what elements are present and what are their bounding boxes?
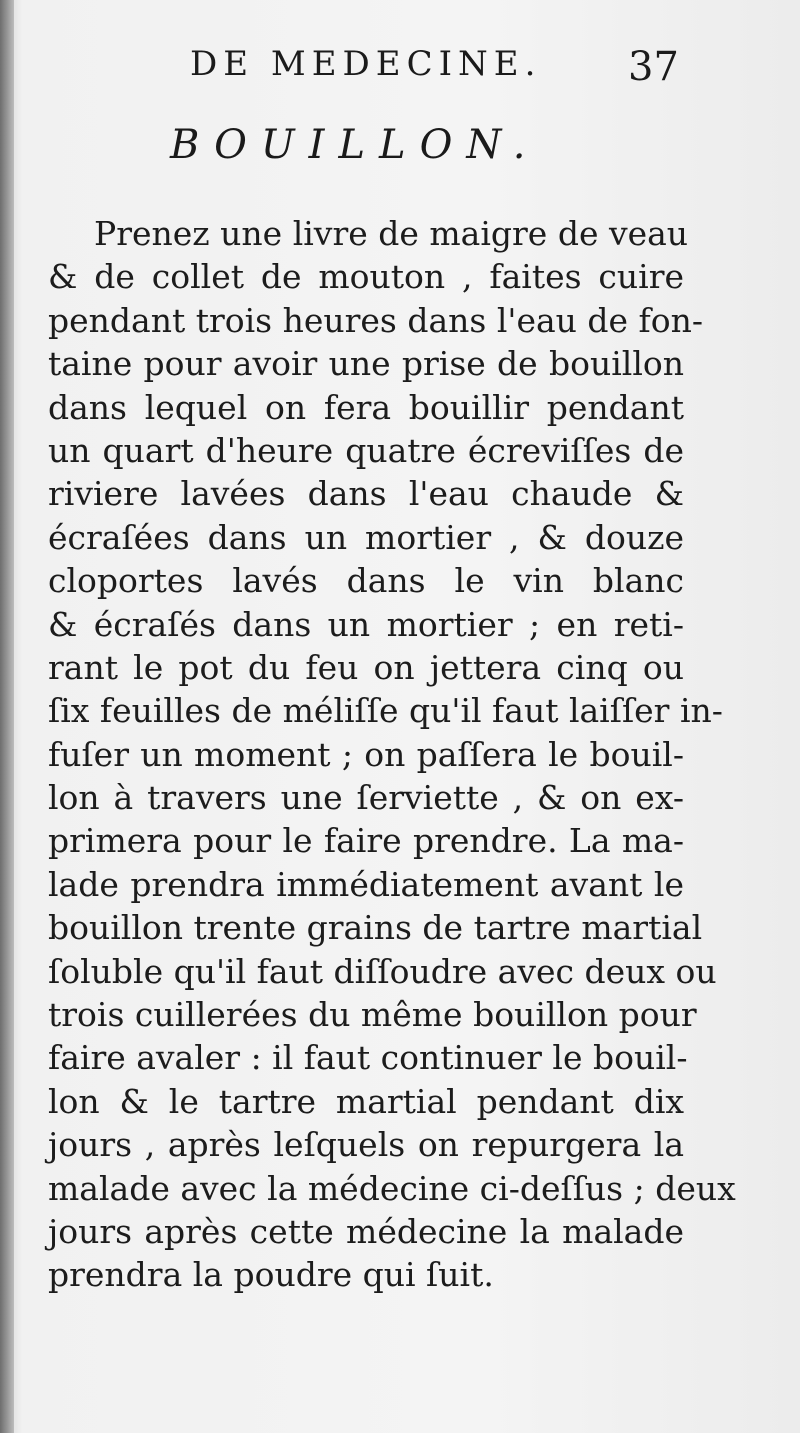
text-line: pendant trois heures dans l'eau de fon- — [48, 300, 704, 340]
section-title: BOUILLON. — [170, 122, 540, 168]
text-line: dans lequel on fera bouillir pendant — [48, 387, 684, 427]
text-line: jours après cette médecine la malade — [48, 1211, 684, 1251]
text-line: lon à travers une ſerviette , & on ex- — [48, 778, 684, 818]
text-line: lon & le tartre martial pendant dix — [48, 1081, 684, 1121]
text-line: riviere lavées dans l'eau chaude & — [48, 474, 684, 514]
text-line: trois cuillerées du même bouillon pour — [48, 995, 697, 1035]
text-line: cloportes lavés dans le vin blanc — [48, 561, 684, 601]
text-line: & écraſés dans un mortier ; en reti- — [48, 604, 684, 644]
body-paragraph — [48, 212, 736, 1297]
text-line: bouillon trente grains de tartre martial — [48, 908, 703, 948]
text-line: rant le pot du feu on jettera cinq ou — [48, 647, 684, 687]
text-line: Prenez une livre de maigre de veau — [94, 214, 689, 253]
text-line: prendra la poudre qui ſuit. — [48, 1255, 494, 1295]
page-number: 37 — [628, 44, 679, 90]
running-head: DE MEDECINE. — [190, 44, 542, 84]
text-line: primera pour le faire prendre. La ma- — [48, 821, 684, 861]
text-line: malade avec la médecine ci-deſſus ; deux — [48, 1168, 736, 1208]
text-line: fuſer un moment ; on paſſera le bouil- — [48, 734, 684, 774]
text-line: taine pour avoir une prise de bouillon — [48, 344, 684, 384]
text-line: un quart d'heure quatre écreviſſes de — [48, 430, 684, 470]
text-line: ſoluble qu'il faut diſſoudre avec deux ou — [48, 951, 717, 991]
text-line: & de collet de mouton , faites cuire — [48, 257, 684, 297]
text-line: faire avaler : il faut continuer le bouil- — [48, 1038, 688, 1078]
text-line: lade prendra immédiatement avant le — [48, 864, 684, 904]
text-line: ſix feuilles de méliſſe qu'il faut laiſſer in- — [48, 691, 723, 731]
text-line: jours , après leſquels on repurgera la — [48, 1125, 684, 1165]
page-spine-shadow — [0, 0, 14, 1433]
text-line: écraſées dans un mortier , & douze — [48, 517, 684, 557]
